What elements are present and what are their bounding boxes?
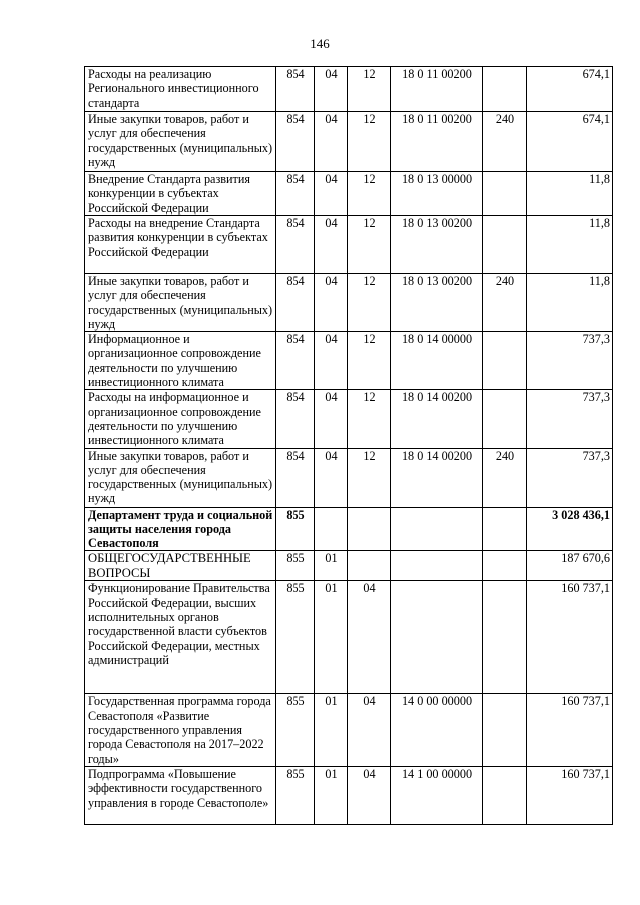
cell-amount: 674,1 <box>527 112 613 172</box>
cell-ministry: 855 <box>276 766 315 824</box>
cell-subsection: 12 <box>348 216 391 274</box>
cell-name: Расходы на информационное и организационное сопровождение деятельности по улучшению инвестиционного климата <box>85 390 276 448</box>
cell-ministry: 854 <box>276 390 315 448</box>
cell-name: Иные закупки товаров, работ и услуг для обеспечения государственных (муниципальных) нужд <box>85 112 276 172</box>
cell-name: ОБЩЕГОСУДАРСТВЕННЫЕ ВОПРОСЫ <box>85 551 276 581</box>
cell-ministry: 854 <box>276 274 315 332</box>
table-row <box>85 172 613 216</box>
cell-section: 01 <box>315 551 348 581</box>
cell-target: 14 1 00 00000 <box>391 766 483 824</box>
cell-subsection: 12 <box>348 332 391 390</box>
cell-subsection: 12 <box>348 112 391 172</box>
cell-name: Расходы на реализацию Регионального инвестиционного стандарта <box>85 67 276 112</box>
cell-target: 18 0 11 00200 <box>391 67 483 112</box>
cell-ministry: 855 <box>276 507 315 551</box>
cell-expense-type: 240 <box>483 274 527 332</box>
cell-amount: 160 737,1 <box>527 766 613 824</box>
cell-expense-type <box>483 172 527 216</box>
table-row <box>85 694 613 766</box>
cell-section: 04 <box>315 274 348 332</box>
cell-amount: 737,3 <box>527 448 613 507</box>
cell-expense-type <box>483 581 527 694</box>
table-row <box>85 507 613 551</box>
cell-amount: 674,1 <box>527 67 613 112</box>
cell-expense-type <box>483 332 527 390</box>
cell-amount: 160 737,1 <box>527 694 613 766</box>
table-row <box>85 390 613 448</box>
table-row <box>85 551 613 581</box>
cell-ministry: 854 <box>276 448 315 507</box>
cell-ministry: 855 <box>276 551 315 581</box>
cell-subsection: 12 <box>348 448 391 507</box>
cell-target: 18 0 13 00000 <box>391 172 483 216</box>
cell-amount: 160 737,1 <box>527 581 613 694</box>
cell-expense-type <box>483 766 527 824</box>
cell-expense-type <box>483 216 527 274</box>
table-row <box>85 274 613 332</box>
cell-amount: 737,3 <box>527 332 613 390</box>
table-row <box>85 448 613 507</box>
cell-name: Информационное и организационное сопровождение деятельности по улучшению инвестиционного климата <box>85 332 276 390</box>
cell-subsection: 04 <box>348 766 391 824</box>
cell-target: 18 0 14 00000 <box>391 332 483 390</box>
cell-target: 18 0 11 00200 <box>391 112 483 172</box>
cell-amount: 11,8 <box>527 274 613 332</box>
cell-amount: 187 670,6 <box>527 551 613 581</box>
cell-expense-type <box>483 67 527 112</box>
cell-target: 18 0 14 00200 <box>391 390 483 448</box>
cell-target: 18 0 13 00200 <box>391 274 483 332</box>
cell-section: 04 <box>315 216 348 274</box>
cell-amount: 11,8 <box>527 172 613 216</box>
cell-name: Иные закупки товаров, работ и услуг для обеспечения государственных (муниципальных) нужд <box>85 274 276 332</box>
cell-amount: 737,3 <box>527 390 613 448</box>
cell-subsection <box>348 551 391 581</box>
cell-expense-type: 240 <box>483 112 527 172</box>
cell-section: 04 <box>315 448 348 507</box>
cell-section: 01 <box>315 581 348 694</box>
cell-ministry: 854 <box>276 112 315 172</box>
cell-section: 04 <box>315 390 348 448</box>
cell-ministry: 855 <box>276 581 315 694</box>
cell-name: Иные закупки товаров, работ и услуг для обеспечения государственных (муниципальных) нужд <box>85 448 276 507</box>
cell-subsection: 04 <box>348 581 391 694</box>
cell-target: 18 0 13 00200 <box>391 216 483 274</box>
cell-section: 01 <box>315 694 348 766</box>
cell-section <box>315 507 348 551</box>
table-row <box>85 766 613 824</box>
cell-amount: 3 028 436,1 <box>527 507 613 551</box>
cell-subsection: 04 <box>348 694 391 766</box>
cell-name: Внедрение Стандарта развития конкуренции в субъектах Российской Федерации <box>85 172 276 216</box>
cell-target: 18 0 14 00200 <box>391 448 483 507</box>
cell-expense-type <box>483 507 527 551</box>
cell-name: Расходы на внедрение Стандарта развития конкуренции в субъектах Российской Федерации <box>85 216 276 274</box>
cell-subsection: 12 <box>348 274 391 332</box>
cell-expense-type: 240 <box>483 448 527 507</box>
cell-target <box>391 581 483 694</box>
cell-section: 04 <box>315 332 348 390</box>
cell-name: Подпрограмма «Повышение эффективности государственного управления в городе Севастополе» <box>85 766 276 824</box>
cell-section: 04 <box>315 67 348 112</box>
cell-expense-type <box>483 390 527 448</box>
cell-name: Функционирование Правительства Российской Федерации, высших исполнительных органов государственной власти субъектов Российской Федерации, местных администраций <box>85 581 276 694</box>
cell-target <box>391 551 483 581</box>
cell-target <box>391 507 483 551</box>
cell-ministry: 854 <box>276 332 315 390</box>
cell-target: 14 0 00 00000 <box>391 694 483 766</box>
cell-ministry: 854 <box>276 172 315 216</box>
cell-section: 04 <box>315 112 348 172</box>
cell-subsection: 12 <box>348 172 391 216</box>
table-row <box>85 216 613 274</box>
cell-subsection: 12 <box>348 67 391 112</box>
cell-ministry: 854 <box>276 216 315 274</box>
cell-expense-type <box>483 694 527 766</box>
table-row <box>85 581 613 694</box>
cell-ministry: 854 <box>276 67 315 112</box>
cell-name: Департамент труда и социальной защиты населения города Севастополя <box>85 507 276 551</box>
table-row <box>85 112 613 172</box>
cell-amount: 11,8 <box>527 216 613 274</box>
page-number: 146 <box>310 36 330 51</box>
cell-section: 04 <box>315 172 348 216</box>
cell-name: Государственная программа города Севастополя «Развитие государственного управления города Севастополя на 2017–2022 годы» <box>85 694 276 766</box>
cell-section: 01 <box>315 766 348 824</box>
cell-subsection: 12 <box>348 390 391 448</box>
cell-subsection <box>348 507 391 551</box>
cell-expense-type <box>483 551 527 581</box>
table-row <box>85 67 613 112</box>
budget-table <box>84 66 613 825</box>
cell-ministry: 855 <box>276 694 315 766</box>
table-row <box>85 332 613 390</box>
